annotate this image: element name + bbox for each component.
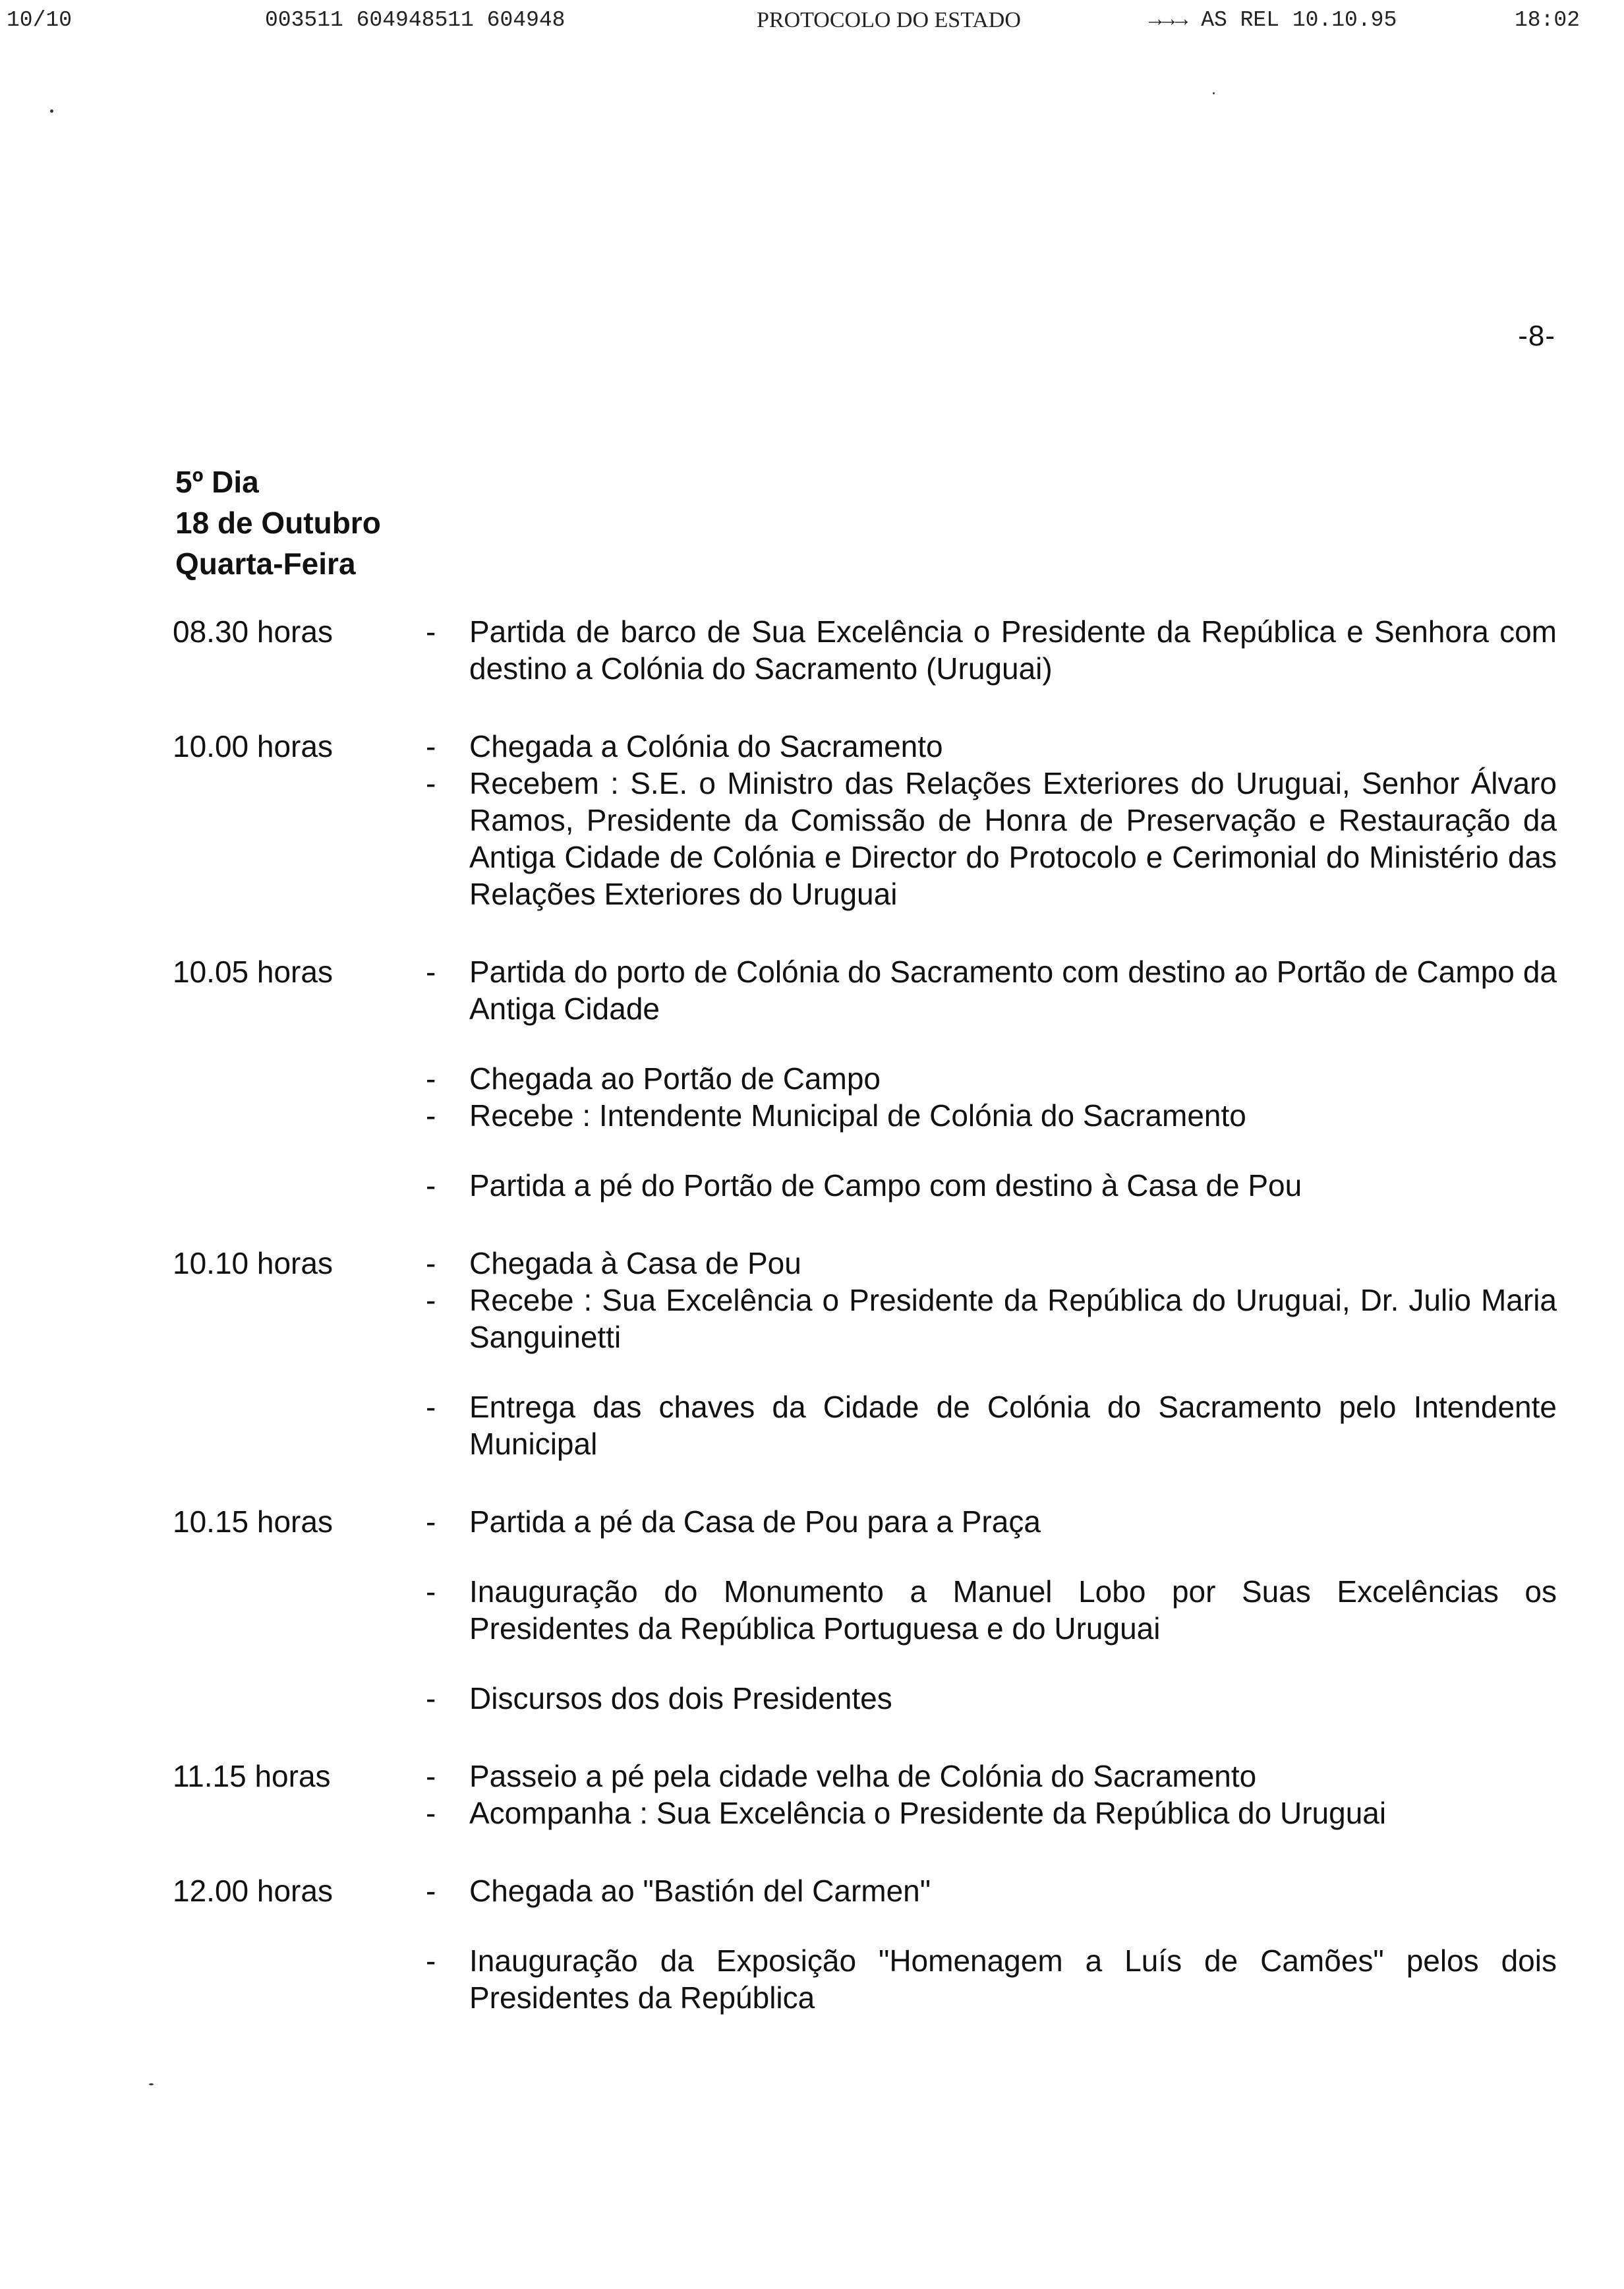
item-dash: - bbox=[426, 1796, 436, 1830]
item-dash: - bbox=[426, 1246, 436, 1280]
schedule-item bbox=[426, 1680, 1557, 1717]
item-text: Inauguração da Exposição "Homenagem a Luís de Camões" pelos dois Presidentes da República bbox=[469, 1944, 1557, 2015]
schedule-item bbox=[426, 1060, 1557, 1097]
item-text: Partida do porto de Colónia do Sacramento com destino ao Portão de Campo da Antiga Cidade bbox=[469, 955, 1557, 1026]
item-text: Chegada ao "Bastión del Carmen" bbox=[469, 1874, 931, 1908]
item-dash: - bbox=[426, 1283, 436, 1317]
fax-destination: →→→ AS REL 10.10.95 bbox=[1149, 8, 1397, 32]
slot-items bbox=[426, 1872, 1557, 2016]
item-dash: - bbox=[426, 1574, 436, 1609]
scan-speck bbox=[149, 2083, 154, 2085]
item-dash: - bbox=[426, 955, 436, 989]
item-dash: - bbox=[426, 1874, 436, 1908]
schedule-item bbox=[426, 1573, 1557, 1647]
schedule-item bbox=[426, 1167, 1557, 1204]
slot-time: 12.00 horas bbox=[173, 1874, 333, 1908]
slot-items bbox=[426, 1503, 1557, 1717]
item-dash: - bbox=[426, 1504, 436, 1539]
schedule-item bbox=[426, 1388, 1557, 1462]
item-dash: - bbox=[426, 1168, 436, 1203]
slot-time: 11.15 horas bbox=[173, 1759, 331, 1793]
item-text: Passeio a pé pela cidade velha de Colónia do Sacramento bbox=[469, 1759, 1257, 1793]
item-text: Inauguração do Monumento a Manuel Lobo por Suas Excelências os Presidentes da República Portuguesa e do Uruguai bbox=[469, 1574, 1557, 1646]
item-dash: - bbox=[426, 1681, 436, 1715]
scan-speck bbox=[50, 109, 53, 113]
slot-items bbox=[426, 613, 1557, 687]
schedule-slot bbox=[173, 1872, 1557, 2016]
schedule-item bbox=[426, 953, 1557, 1027]
schedule-slot bbox=[173, 1503, 1557, 1717]
slot-time: 10.00 horas bbox=[173, 729, 333, 763]
scan-speck bbox=[1213, 92, 1215, 94]
schedule-slot bbox=[173, 1245, 1557, 1462]
fax-phone-numbers: 003511 604948511 604948 bbox=[265, 8, 566, 32]
slot-time: 10.15 horas bbox=[173, 1504, 333, 1539]
item-dash: - bbox=[426, 1390, 436, 1424]
item-dash: - bbox=[426, 729, 436, 763]
fax-header bbox=[0, 8, 1624, 41]
item-dash: - bbox=[426, 766, 436, 800]
item-text: Partida a pé do Portão de Campo com destino à Casa de Pou bbox=[469, 1168, 1302, 1203]
schedule-slot bbox=[173, 953, 1557, 1204]
schedule-item bbox=[426, 1872, 1557, 1909]
schedule-item bbox=[426, 1097, 1557, 1134]
slot-items bbox=[426, 1245, 1557, 1462]
schedule-item bbox=[426, 613, 1557, 687]
schedule-item bbox=[426, 1245, 1557, 1282]
schedule-slot bbox=[173, 613, 1557, 687]
day-heading bbox=[175, 461, 381, 584]
fax-sender-organization: PROTOCOLO DO ESTADO bbox=[757, 8, 1021, 32]
schedule-slot bbox=[173, 1758, 1557, 1831]
item-text: Acompanha : Sua Excelência o Presidente da República do Uruguai bbox=[469, 1796, 1387, 1830]
item-dash: - bbox=[426, 1061, 436, 1096]
slot-items bbox=[426, 728, 1557, 912]
slot-time: 10.10 horas bbox=[173, 1246, 333, 1280]
item-text: Discursos dos dois Presidentes bbox=[469, 1681, 892, 1715]
day-weekday: Quarta-Feira bbox=[175, 547, 356, 581]
day-number: 5º Dia bbox=[175, 465, 259, 499]
page-number: -8- bbox=[1518, 320, 1555, 352]
item-dash: - bbox=[426, 1098, 436, 1133]
schedule-item bbox=[426, 1942, 1557, 2016]
slot-time: 10.05 horas bbox=[173, 955, 333, 989]
slot-time: 08.30 horas bbox=[173, 614, 333, 649]
item-text: Chegada ao Portão de Campo bbox=[469, 1061, 881, 1096]
schedule-item bbox=[426, 1282, 1557, 1355]
slot-items bbox=[426, 953, 1557, 1204]
item-text: Chegada à Casa de Pou bbox=[469, 1246, 801, 1280]
schedule-item bbox=[426, 1795, 1557, 1831]
item-dash: - bbox=[426, 1944, 436, 1978]
slot-items bbox=[426, 1758, 1557, 1831]
item-text: Entrega das chaves da Cidade de Colónia do Sacramento pelo Intendente Municipal bbox=[469, 1390, 1557, 1461]
item-text: Recebem : S.E. o Ministro das Relações Exteriores do Uruguai, Senhor Álvaro Ramos, Presidente da Comissão de Honra de Preservação e Restauração da Antiga Cidade de Colónia e Director do Protocolo e Cerimonial do Ministério das Relações Exteriores do Uruguai bbox=[469, 766, 1557, 911]
schedule-item bbox=[426, 1758, 1557, 1795]
item-text: Partida de barco de Sua Excelência o Presidente da República e Senhora com destino a Colónia do Sacramento (Uruguai) bbox=[469, 614, 1557, 686]
item-text: Chegada a Colónia do Sacramento bbox=[469, 729, 943, 763]
schedule bbox=[173, 613, 1557, 2016]
item-text: Recebe : Sua Excelência o Presidente da República do Uruguai, Dr. Julio Maria Sanguinetti bbox=[469, 1283, 1557, 1354]
schedule-item bbox=[426, 765, 1557, 912]
item-dash: - bbox=[426, 1759, 436, 1793]
item-text: Recebe : Intendente Municipal de Colónia do Sacramento bbox=[469, 1098, 1246, 1133]
schedule-item bbox=[426, 1503, 1557, 1540]
day-date: 18 de Outubro bbox=[175, 506, 381, 540]
fax-page-count: 10/10 bbox=[7, 8, 72, 32]
schedule-item bbox=[426, 728, 1557, 765]
item-dash: - bbox=[426, 614, 436, 649]
fax-time: 18:02 bbox=[1515, 8, 1580, 32]
schedule-slot bbox=[173, 728, 1557, 912]
item-text: Partida a pé da Casa de Pou para a Praça bbox=[469, 1504, 1041, 1539]
